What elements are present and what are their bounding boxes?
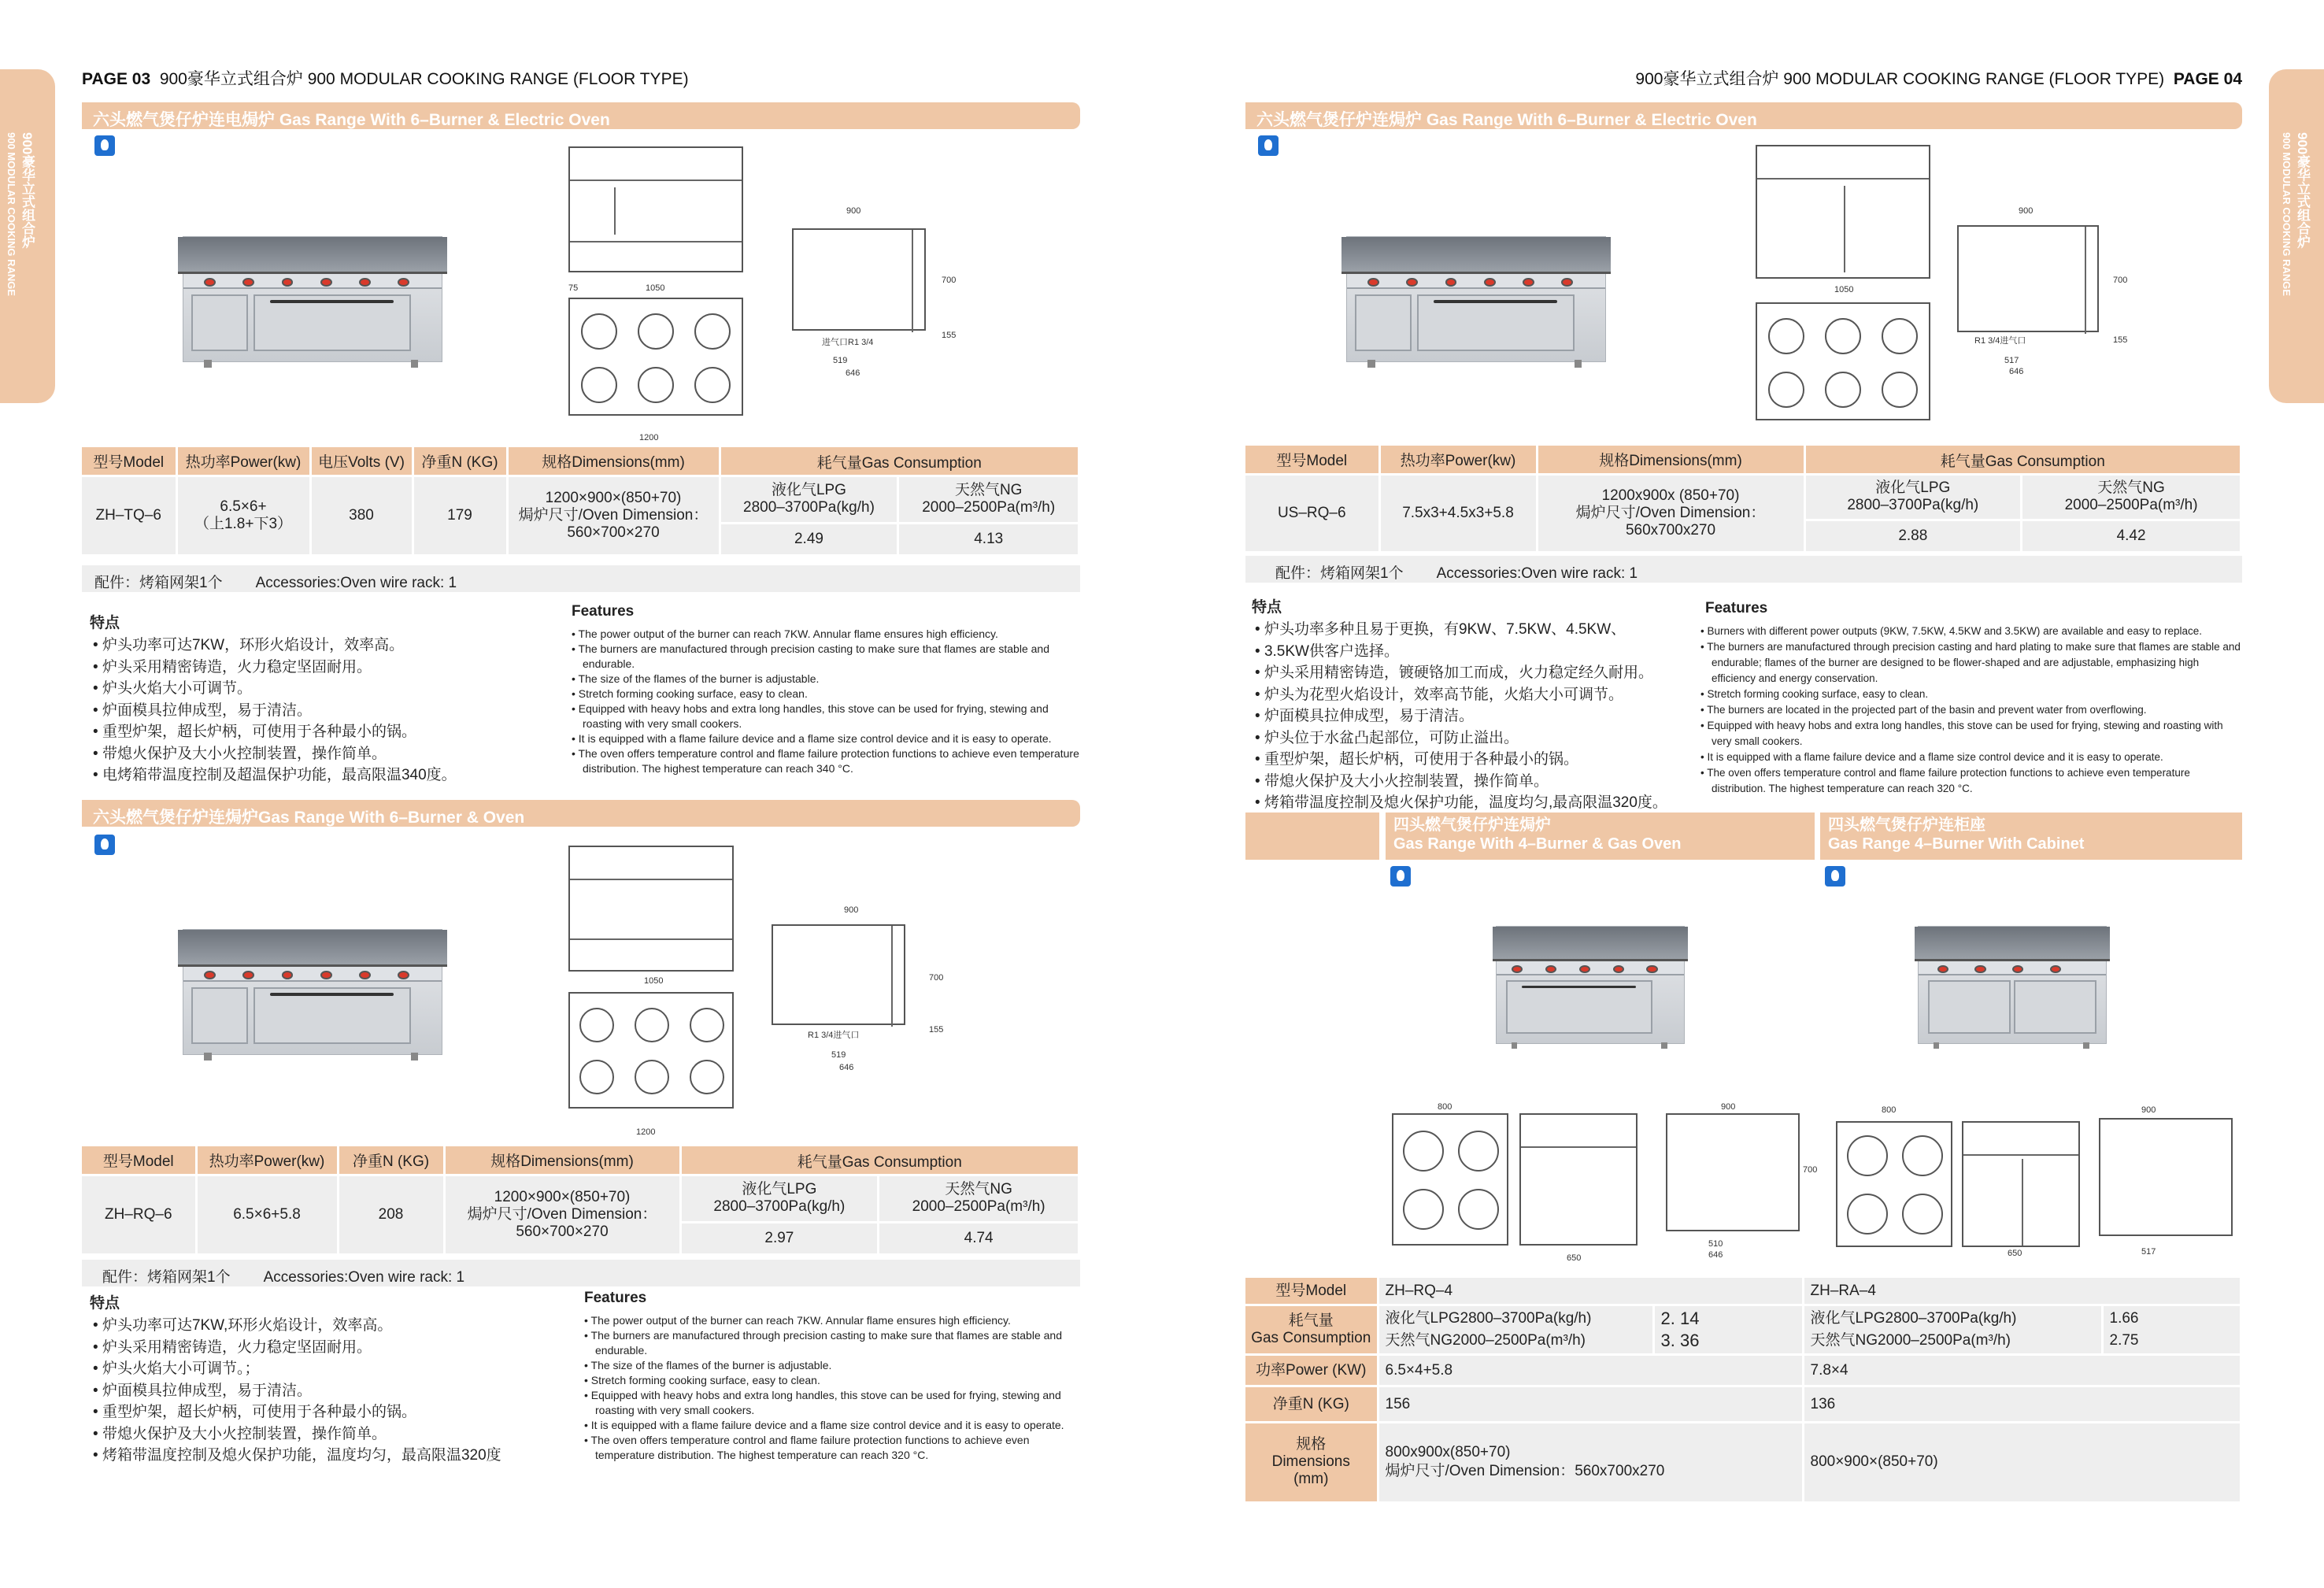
s3-dim-700: 700 [2113, 276, 2128, 285]
s2-ng-head [879, 1175, 1079, 1222]
s3-en-item: • It is equipped with a flame failure device and a flame size control device and it is easy to operate. [1700, 750, 2244, 765]
s3-side-drawing [1957, 225, 2099, 332]
s4a-title-bar [1386, 813, 1815, 860]
s3-zh-item-cont: 3.5KW供客户选择。 [1264, 642, 1399, 660]
s1-dim-1200: 1200 [639, 433, 659, 442]
s3-front-drawing [1756, 145, 1930, 279]
s2-th-model: 型号Model [82, 1146, 196, 1175]
s2-zh-item: • 炉头功率可达7KW,环形火焰设计，效率高。 [93, 1315, 501, 1337]
s2-title-bar: 六头燃气煲仔炉连焗炉Gas Range With 6–Burner & Oven [82, 800, 1080, 827]
s1-zh-item: • 电烤箱带温度控制及超温保护功能，最高限温340度。 [93, 764, 457, 787]
s1-en-item: • Stretch forming cooking surface, easy to clean. [572, 687, 1083, 701]
s1-zh-item: • 重型炉架，超长炉柄，可使用于各种最小的锅。 [93, 721, 457, 743]
s1-power [176, 476, 310, 554]
s3-zh-item: • 带熄火保护及大小火控制装置，操作简单。 [1255, 771, 1667, 793]
s1-ng-value: 4.13 [898, 523, 1079, 554]
s2-power: 6.5×6+5.8 [196, 1175, 338, 1253]
s1-en-item: • Equipped with heavy hobs and extra long handles, this stove can be used for frying, stewing and roasting with very small cookers. [572, 701, 1083, 731]
s4-label-power: 功率Power (KW) [1245, 1355, 1378, 1386]
s3-features-en-heading: Features [1705, 600, 1768, 616]
left-page-title: 900豪华立式组合炉 900 MODULAR COOKING RANGE (FLOOR TYPE) [159, 70, 689, 88]
s3-dim-155: 155 [2113, 335, 2128, 345]
s2-en-item: • Equipped with heavy hobs and extra long handles, this stove can be used for frying, stewing and roasting with very small cookers. [584, 1388, 1082, 1418]
s2-ng-pressure: 2000–2500Pa(m³/h) [912, 1198, 1045, 1216]
s4a-gas-labels [1378, 1305, 1653, 1355]
s4b-dim-800: 800 [1882, 1105, 1897, 1115]
s2-ng-value: 4.74 [879, 1222, 1079, 1253]
s1-front-drawing [568, 146, 743, 272]
s1-model: ZH–TQ–6 [82, 476, 176, 554]
s1-en-item: • It is equipped with a flame failure device and a flame size control device and it is easy to operate. [572, 731, 1083, 746]
s3-zh-item: • 重型炉架，超长炉柄，可使用于各种最小的锅。 [1255, 749, 1667, 771]
s2-weight: 208 [338, 1175, 444, 1253]
s1-dim-519: 519 [833, 356, 848, 365]
s4b-title-bar [1820, 813, 2242, 860]
s2-zh-item: • 重型炉架，超长炉柄，可使用于各种最小的锅。 [93, 1401, 501, 1423]
s4-label-bar-spacer [1245, 813, 1379, 860]
s4a-top-drawing [1392, 1113, 1508, 1246]
s3-dim-517: 517 [2004, 356, 2019, 365]
s4b-ng-label: 天然气NG2000–2500Pa(m³/h) [1810, 1332, 2011, 1349]
s1-gas-flame-icon [94, 135, 115, 156]
s2-dim-line1: 1200×900×(850+70) [494, 1188, 631, 1205]
s4b-dim-517: 517 [2141, 1247, 2156, 1257]
s1-zh-item: • 炉头采用精密铸造，火力稳定坚固耐用。 [93, 657, 457, 679]
s3-lpg-value: 2.88 [1804, 520, 2022, 551]
s2-lpg-head [680, 1175, 879, 1222]
s1-side-drawing [792, 228, 926, 331]
s3-en-item: • The burners are manufactured through precision casting and hard plating to make sure that flames are stable and endurable; flames of the burner are designed to be flower-shaped and are adjustable, emphasizing high efficiency and energy conservation. [1700, 639, 2244, 687]
s1-en-item: • The burners are manufactured through precision casting to make sure that flames are stable and endurable. [572, 642, 1083, 672]
s4a-product-image [1496, 926, 1685, 1044]
s2-features-en-list [584, 1313, 1082, 1463]
s3-dim-646: 646 [2009, 367, 2024, 376]
s4b-side-drawing [2099, 1118, 2233, 1236]
s4a-title-zh: 四头燃气煲仔炉连焗炉 [1393, 816, 1551, 834]
s1-zh-item: • 炉头功率可达7KW，环形火焰设计，效率高。 [93, 635, 457, 657]
s1-lpg-label: 液化气LPG [771, 482, 846, 499]
s1-acc-zh: 配件：烤箱网架1个 [94, 575, 223, 591]
s3-dim-line2: 焗炉尺寸/Oven Dimension： [1575, 504, 1766, 521]
s4b-ng-value: 2.75 [2109, 1332, 2139, 1349]
s3-zh-item: • 炉头功率多种且易于更换，有9KW、7.5KW、4.5KW、 [1255, 619, 1667, 641]
s4-label-dim-en: Dimensions [1271, 1453, 1350, 1471]
s4a-weight: 156 [1378, 1386, 1803, 1423]
s4-label-model: 型号Model [1245, 1277, 1378, 1305]
left-side-tab [0, 69, 55, 403]
s2-acc-en: Accessories:Oven wire rack: 1 [263, 1269, 465, 1286]
s4a-ng-value: 3. 36 [1660, 1331, 1700, 1350]
s2-dim-1050: 1050 [644, 976, 664, 986]
s3-features-en-list [1700, 624, 2244, 797]
s1-dim-line1: 1200×900×(850+70) [545, 489, 682, 506]
s1-th-volts: 电压Volts (V) [310, 447, 413, 476]
s1-features-en-heading: Features [572, 603, 635, 620]
s2-features-en-heading: Features [584, 1290, 647, 1306]
s2-accessories [82, 1260, 1080, 1286]
s3-model: US–RQ–6 [1245, 474, 1379, 551]
s1-th-gas: 耗气量Gas Consumption [720, 447, 1079, 476]
s2-lpg-pressure: 2800–3700Pa(kg/h) [713, 1198, 846, 1216]
left-side-tab-zh: 900豪华立式组合炉 [20, 132, 35, 249]
s4b-weight: 136 [1803, 1386, 2241, 1423]
s3-spec-table [1245, 446, 2242, 551]
s3-lpg-head [1804, 474, 2022, 520]
s4b-title-zh: 四头燃气煲仔炉连柜座 [1828, 816, 1985, 834]
s1-en-item: • The oven offers temperature control and flame failure protection functions to achieve even temperature distribution. The highest temperature can reach 340 °C. [572, 746, 1083, 776]
s1-weight: 179 [413, 476, 507, 554]
s2-en-item: • The size of the flames of the burner is adjustable. [584, 1358, 1082, 1373]
s1-dim-75: 75 [568, 283, 579, 293]
s2-en-item: • Stretch forming cooking surface, easy to clean. [584, 1373, 1082, 1388]
s3-lpg-label: 液化气LPG [1875, 479, 1951, 497]
s4-label-dimensions [1245, 1423, 1378, 1501]
s2-spec-table [82, 1146, 1080, 1253]
s3-acc-en: Accessories:Oven wire rack: 1 [1436, 565, 1638, 582]
s4a-front-drawing [1519, 1113, 1638, 1246]
s4a-side-drawing [1666, 1113, 1800, 1231]
s1-spec-table [82, 447, 1080, 554]
s1-dim-900: 900 [846, 206, 861, 216]
s3-features-zh-heading: 特点 [1252, 599, 1282, 616]
s4b-top-drawing [1836, 1121, 1952, 1247]
s2-dim-519: 519 [831, 1050, 846, 1060]
s4b-lpg-label: 液化气LPG2800–3700Pa(kg/h) [1810, 1310, 2017, 1327]
s4-label-gas-en: Gas Consumption [1251, 1330, 1371, 1346]
s2-front-drawing [568, 846, 734, 972]
s3-top-drawing [1756, 302, 1930, 420]
s4b-gas-labels [1803, 1305, 2102, 1355]
s2-model: ZH–RQ–6 [82, 1175, 196, 1253]
s1-product-image [183, 236, 442, 362]
s1-accessories [82, 565, 1080, 592]
s2-product-image [183, 929, 442, 1055]
s4-label-gas-zh: 耗气量 [1288, 1312, 1334, 1329]
s3-ng-value: 4.42 [2022, 520, 2241, 551]
s1-volts: 380 [310, 476, 413, 554]
s2-lpg-value: 2.97 [680, 1222, 879, 1253]
s2-dim-155: 155 [929, 1025, 944, 1035]
s2-th-weight: 净重N (KG) [338, 1146, 444, 1175]
s2-dim-700: 700 [929, 973, 944, 983]
s1-th-dimensions: 规格Dimensions(mm) [507, 447, 720, 476]
s4a-dim-900: 900 [1721, 1102, 1736, 1112]
s2-dim-900: 900 [844, 905, 859, 915]
s4a-dim-646: 646 [1708, 1250, 1723, 1260]
s1-th-weight: 净重N (KG) [413, 447, 507, 476]
s3-zh-item: • 炉头为花型火焰设计，效率高节能，火焰大小可调节。 [1255, 684, 1667, 706]
s2-acc-zh: 配件：烤箱网架1个 [102, 1269, 231, 1286]
s1-dim-155: 155 [942, 331, 957, 340]
s4a-dim-700: 700 [1803, 1165, 1818, 1175]
s1-top-drawing [568, 298, 743, 416]
s1-dim-646: 646 [846, 368, 860, 378]
s4b-gas-flame-icon [1825, 866, 1845, 887]
s4b-power: 7.8×4 [1803, 1355, 2241, 1386]
right-side-tab-en: 900 MODULAR COOKING RANGE [2281, 132, 2293, 297]
right-page-header [1635, 66, 2242, 90]
s2-th-gas: 耗气量Gas Consumption [680, 1146, 1079, 1175]
s4a-power: 6.5×4+5.8 [1378, 1355, 1803, 1386]
right-side-tab-zh: 900豪华立式组合炉 [2295, 132, 2310, 249]
s3-zh-item: • 炉面模具拉伸成型，易于清洁。 [1255, 705, 1667, 727]
s1-features-en-list [572, 627, 1083, 776]
s3-zh-item: • 烤箱带温度控制及熄火保护功能，温度均匀,最高限温320度。 [1255, 792, 1667, 814]
s4a-model: ZH–RQ–4 [1378, 1277, 1803, 1305]
s3-dim-900: 900 [2019, 206, 2034, 216]
s2-features-zh-list [93, 1315, 501, 1467]
s2-features-zh-heading: 特点 [90, 1295, 120, 1312]
s3-dim-line1: 1200x900x (850+70) [1601, 487, 1740, 504]
s3-gas-connection-label: R1 3/4进气口 [1974, 336, 2026, 346]
s3-ng-head [2022, 474, 2241, 520]
s2-dim-1200: 1200 [636, 1127, 656, 1137]
s4b-dimensions: 800×900×(850+70) [1803, 1423, 2241, 1501]
left-page-header [82, 66, 689, 90]
s1-features-zh-heading: 特点 [90, 615, 120, 631]
s2-th-dimensions: 规格Dimensions(mm) [444, 1146, 680, 1175]
s3-features-zh-list [1255, 619, 1667, 814]
s1-en-item: • The power output of the burner can reach 7KW. Annular flame ensures high efficiency. [572, 627, 1083, 642]
s3-accessories [1245, 556, 2242, 583]
s4a-lpg-label: 液化气LPG2800–3700Pa(kg/h) [1385, 1310, 1592, 1327]
s3-product-image [1346, 236, 1606, 362]
s1-dim-700: 700 [942, 276, 957, 285]
s1-power-line1: 6.5×6+ [220, 498, 267, 515]
s4a-dim-650: 650 [1567, 1253, 1582, 1263]
s1-lpg-head [720, 476, 898, 523]
s2-en-item: • The oven offers temperature control and flame failure protection functions to achieve even temperature distribution. The highest temperature can reach 320 °C. [584, 1433, 1082, 1463]
s1-title-bar: 六头燃气煲仔炉连电焗炉 Gas Range With 6–Burner & Electric Oven [82, 102, 1080, 129]
right-page-number: PAGE 04 [2173, 70, 2242, 88]
s3-th-dimensions: 规格Dimensions(mm) [1537, 446, 1804, 474]
s1-ng-pressure: 2000–2500Pa(m³/h) [922, 499, 1056, 516]
s3-en-item: • Equipped with heavy hobs and extra long handles, this stove can be used for frying, stewing and roasting with very small cookers. [1700, 718, 2244, 750]
s2-zh-item: • 烤箱带温度控制及熄火保护功能，温度均匀，最高限温320度 [93, 1445, 501, 1467]
right-side-tab [2269, 69, 2324, 403]
s3-lpg-pressure: 2800–3700Pa(kg/h) [1847, 497, 1979, 514]
s4a-gas-flame-icon [1390, 866, 1411, 887]
s2-side-drawing [772, 924, 905, 1025]
s4-label-dim-unit: (mm) [1293, 1471, 1329, 1488]
s2-ng-label: 天然气NG [945, 1181, 1012, 1198]
s1-ng-label: 天然气NG [954, 482, 1023, 499]
s2-th-power: 热功率Power(kw) [196, 1146, 338, 1175]
s4a-dim-800: 800 [1438, 1102, 1452, 1112]
s3-th-model: 型号Model [1245, 446, 1379, 474]
s3-gas-flame-icon [1258, 135, 1279, 156]
left-side-tab-en: 900 MODULAR COOKING RANGE [6, 132, 17, 297]
s3-dimensions [1537, 474, 1804, 551]
s2-top-drawing [568, 992, 734, 1109]
s1-dim-line3: 560×700×270 [567, 524, 660, 541]
s3-th-power: 热功率Power(kw) [1379, 446, 1537, 474]
s2-en-item: • The burners are manufactured through precision casting to make sure that flames are stable and endurable. [584, 1328, 1082, 1358]
s1-zh-item: • 炉面模具拉伸成型，易于清洁。 [93, 700, 457, 722]
s3-title-bar: 六头燃气煲仔炉连焗炉 Gas Range With 6–Burner & Electric Oven [1245, 102, 2242, 129]
s2-zh-item: • 带熄火保护及大小火控制装置，操作简单。 [93, 1423, 501, 1445]
s3-power: 7.5x3+4.5x3+5.8 [1379, 474, 1537, 551]
s4a-dimensions [1378, 1423, 1803, 1501]
s4a-gas-values [1653, 1305, 1803, 1355]
s2-dim-646: 646 [839, 1063, 854, 1072]
s1-features-zh-list [93, 635, 457, 787]
s2-gas-connection-label: R1 3/4进气口 [808, 1031, 860, 1040]
s4b-gas-values [2102, 1305, 2241, 1355]
s2-en-item: • The power output of the burner can reach 7KW. Annular flame ensures high efficiency. [584, 1313, 1082, 1328]
s4-label-dim-zh: 规格 [1296, 1436, 1327, 1453]
s3-zh-item: • 炉头位于水盆凸起部位，可防止溢出。 [1255, 727, 1667, 750]
s1-zh-item: • 带熄火保护及大小火控制装置，操作简单。 [93, 743, 457, 765]
s2-zh-item: • 炉面模具拉伸成型，易于清洁。 [93, 1380, 501, 1402]
s3-ng-pressure: 2000–2500Pa(m³/h) [2064, 497, 2198, 514]
s4a-ng-label: 天然气NG2000–2500Pa(m³/h) [1385, 1332, 1586, 1349]
s4b-dim-650: 650 [2008, 1249, 2022, 1258]
s1-ng-head [898, 476, 1079, 523]
s3-acc-zh: 配件：烤箱网架1个 [1275, 565, 1404, 582]
s1-lpg-pressure: 2800–3700Pa(kg/h) [743, 499, 875, 516]
s3-en-item: • Burners with different power outputs (9KW, 7.5KW, 4.5KW and 3.5KW) are available and easy to replace. [1700, 624, 2244, 639]
s3-en-item: • The oven offers temperature control and flame failure protection functions to achieve even temperature distribution. The highest temperature can reach 320 °C. [1700, 765, 2244, 797]
s2-en-item: • It is equipped with a flame failure device and a flame size control device and it is easy to operate. [584, 1418, 1082, 1433]
s1-lpg-value: 2.49 [720, 523, 898, 554]
s2-dimensions [444, 1175, 680, 1253]
s1-dimensions [507, 476, 720, 554]
s3-en-item: • The burners are located in the projected part of the basin and prevent water from overflowing. [1700, 702, 2244, 718]
s2-dim-line3: 560×700×270 [516, 1223, 609, 1240]
s1-gas-connection-label: 进气口R1 3/4 [822, 338, 874, 347]
s4a-dim-line1: 800x900x(850+70) [1385, 1444, 1511, 1461]
s4a-lpg-value: 2. 14 [1660, 1309, 1700, 1328]
left-page-number: PAGE 03 [82, 70, 151, 88]
s4-label-weight: 净重N (KG) [1245, 1386, 1378, 1423]
s1-th-model: 型号Model [82, 447, 176, 476]
s3-ng-label: 天然气NG [2097, 479, 2165, 497]
s1-en-item: • The size of the flames of the burner is adjustable. [572, 672, 1083, 687]
s2-zh-item: • 炉头采用精密铸造，火力稳定坚固耐用。 [93, 1337, 501, 1359]
s4-label-gas [1245, 1305, 1378, 1355]
s4-spec-table [1245, 1275, 2242, 1501]
s4b-lpg-value: 1.66 [2109, 1310, 2139, 1327]
s3-dim-line3: 560x700x270 [1625, 521, 1716, 539]
s1-acc-en: Accessories:Oven wire rack: 1 [255, 575, 457, 591]
s1-dim-1050: 1050 [646, 283, 665, 293]
s2-lpg-label: 液化气LPG [742, 1181, 817, 1198]
right-page-title: 900豪华立式组合炉 900 MODULAR COOKING RANGE (FLOOR TYPE) [1635, 70, 2165, 88]
s2-gas-flame-icon [94, 835, 115, 855]
s3-zh-item [1255, 641, 1667, 663]
s4a-dim-510: 510 [1708, 1239, 1723, 1249]
s3-zh-item: • 炉头采用精密铸造，镀硬铬加工而成，火力稳定经久耐用。 [1255, 662, 1667, 684]
s1-zh-item: • 炉头火焰大小可调节。 [93, 678, 457, 700]
s2-zh-item: • 炉头火焰大小可调节。； [93, 1358, 501, 1380]
s1-th-power: 热功率Power(kw) [176, 447, 310, 476]
s3-th-gas: 耗气量Gas Consumption [1804, 446, 2241, 474]
s1-dim-line2: 焗炉尺寸/Oven Dimension： [518, 506, 709, 524]
s4a-title-en: Gas Range With 4–Burner & Gas Oven [1393, 835, 1682, 853]
s4a-dim-line2: 焗炉尺寸/Oven Dimension：560x700x270 [1385, 1463, 1665, 1480]
s1-power-line2: （上1.8+下3） [194, 515, 293, 532]
s3-dim-1050: 1050 [1834, 285, 1854, 294]
s4b-front-drawing [1962, 1121, 2080, 1247]
s3-en-item: • Stretch forming cooking surface, easy to clean. [1700, 687, 2244, 702]
s2-dim-line2: 焗炉尺寸/Oven Dimension： [467, 1205, 657, 1223]
s4b-title-en: Gas Range 4–Burner With Cabinet [1828, 835, 2085, 853]
s4b-model: ZH–RA–4 [1803, 1277, 2241, 1305]
s4b-dim-900: 900 [2141, 1105, 2156, 1115]
s4b-product-image [1918, 926, 2107, 1044]
